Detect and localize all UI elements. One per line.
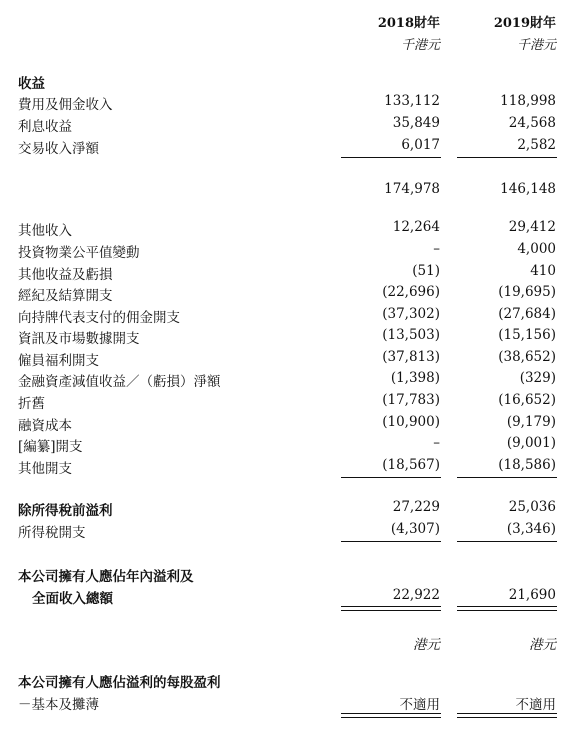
header-unit-2019: 千港元 [516,38,556,53]
value-2019: (27,684) [498,306,556,322]
row-label: 向持牌代表支付的佣金開支 [18,310,180,326]
row-label: －基本及攤薄 [18,697,99,713]
subtotal-rule [457,157,557,158]
value-2018: 27,229 [392,499,440,515]
double-rule [457,717,557,718]
value-2019: 29,412 [508,219,556,235]
row-label: [編纂]開支 [18,439,83,455]
row-label: 經紀及結算開支 [18,288,113,304]
row-label: 全面收入總額 [32,591,113,607]
value-2018: – [433,435,440,451]
revenue-subtotal-row [0,181,580,202]
double-rule [341,610,441,611]
row-label: 除所得稅前溢利 [18,503,113,519]
row-label: 本公司擁有人應佔溢利的每股盈利 [18,675,221,691]
value-2019: (18,586) [498,457,556,473]
table-row [0,370,580,391]
table-row [0,137,580,158]
row-label: 金融資產減值收益／（虧損）淨額 [18,374,221,390]
table-row [0,284,580,305]
row-label: 交易收入淨額 [18,141,99,157]
value-2018: 133,112 [384,93,440,109]
table-row [0,671,580,692]
value-2019: (38,652) [498,349,556,365]
value-2019: (16,652) [498,392,556,408]
header-unit-2018: 千港元 [400,38,440,53]
row-label: 本公司擁有人應佔年內溢利及 [18,569,194,585]
row-label: 所得稅開支 [18,525,86,541]
value-2018: 12,264 [392,219,440,235]
double-rule [341,717,441,718]
table-row [0,115,580,136]
table-row [0,414,580,435]
double-rule [341,713,441,714]
row-label: 投資物業公平值變動 [18,245,140,261]
value-2018: (37,813) [382,349,440,365]
table-row [0,327,580,348]
value-2019: 118,998 [500,93,556,109]
unit-2018: 港元 [413,637,440,653]
subtotal-rule [457,541,557,542]
row-label: 利息收益 [18,119,72,135]
value-2018: (1,398) [390,370,440,386]
double-rule [457,713,557,714]
double-rule [457,610,557,611]
value-2018: (10,900) [382,414,440,430]
value-2018: (13,503) [382,327,440,343]
row-label: 費用及佣金收入 [18,97,113,113]
value-2019: 410 [530,263,556,279]
value-2019: 4,000 [517,241,556,257]
value-2019: 24,568 [508,115,556,131]
value-2018: – [433,241,440,257]
unit-2019: 港元 [529,637,556,653]
table-row [0,93,580,114]
double-rule [341,606,441,607]
value-2019: (3,346) [506,521,556,537]
value-2018: 35,849 [392,115,440,131]
header-year-2019: 2019財年 [493,16,556,31]
value-2018: 6,017 [401,137,440,153]
table-row [0,306,580,327]
table-row [0,693,580,714]
value-2019: 25,036 [508,499,556,515]
value-2019: (19,695) [498,284,556,300]
subtotal-rule [341,477,441,478]
value-2018: 不適用 [399,697,440,713]
table-row [0,457,580,478]
value-2018: (37,302) [382,306,440,322]
value-2018: 22,922 [392,587,440,603]
value-2018: (17,783) [382,392,440,408]
value-2019: 2,582 [517,137,556,153]
table-row [0,241,580,262]
value-2019: 不適用 [515,697,556,713]
value-2019: (9,179) [506,414,556,430]
row-label: 其他開支 [18,461,72,477]
revenue-section-title [0,72,580,93]
subtotal-rule [457,477,557,478]
value-2019: (15,156) [498,327,556,343]
value-2018: 174,978 [384,181,440,197]
table-row [0,435,580,456]
table-row [0,499,580,520]
value-2018: (4,307) [390,521,440,537]
double-rule [457,606,557,607]
unit-row [0,633,580,654]
row-label: 其他收益及虧損 [18,267,113,283]
value-2018: (51) [412,263,440,279]
table-row [0,587,580,608]
row-label: 折舊 [18,396,45,412]
table-row [0,565,580,586]
value-2019: (329) [519,370,556,386]
table-row [0,263,580,284]
value-2018: (22,696) [382,284,440,300]
value-2019: 146,148 [500,181,556,197]
value-2019: 21,690 [508,587,556,603]
header-year-2018: 2018財年 [377,16,440,31]
row-label: 其他收入 [18,223,72,239]
row-label: 僱員福利開支 [18,353,99,369]
table-row [0,349,580,370]
row-label: 收益 [18,76,45,92]
subtotal-rule [341,157,441,158]
value-2018: (18,567) [382,457,440,473]
subtotal-rule [341,541,441,542]
table-row [0,392,580,413]
value-2019: (9,001) [506,435,556,451]
table-row [0,521,580,542]
row-label: 資訊及市場數據開支 [18,331,140,347]
row-label: 融資成本 [18,418,72,434]
table-row [0,219,580,240]
